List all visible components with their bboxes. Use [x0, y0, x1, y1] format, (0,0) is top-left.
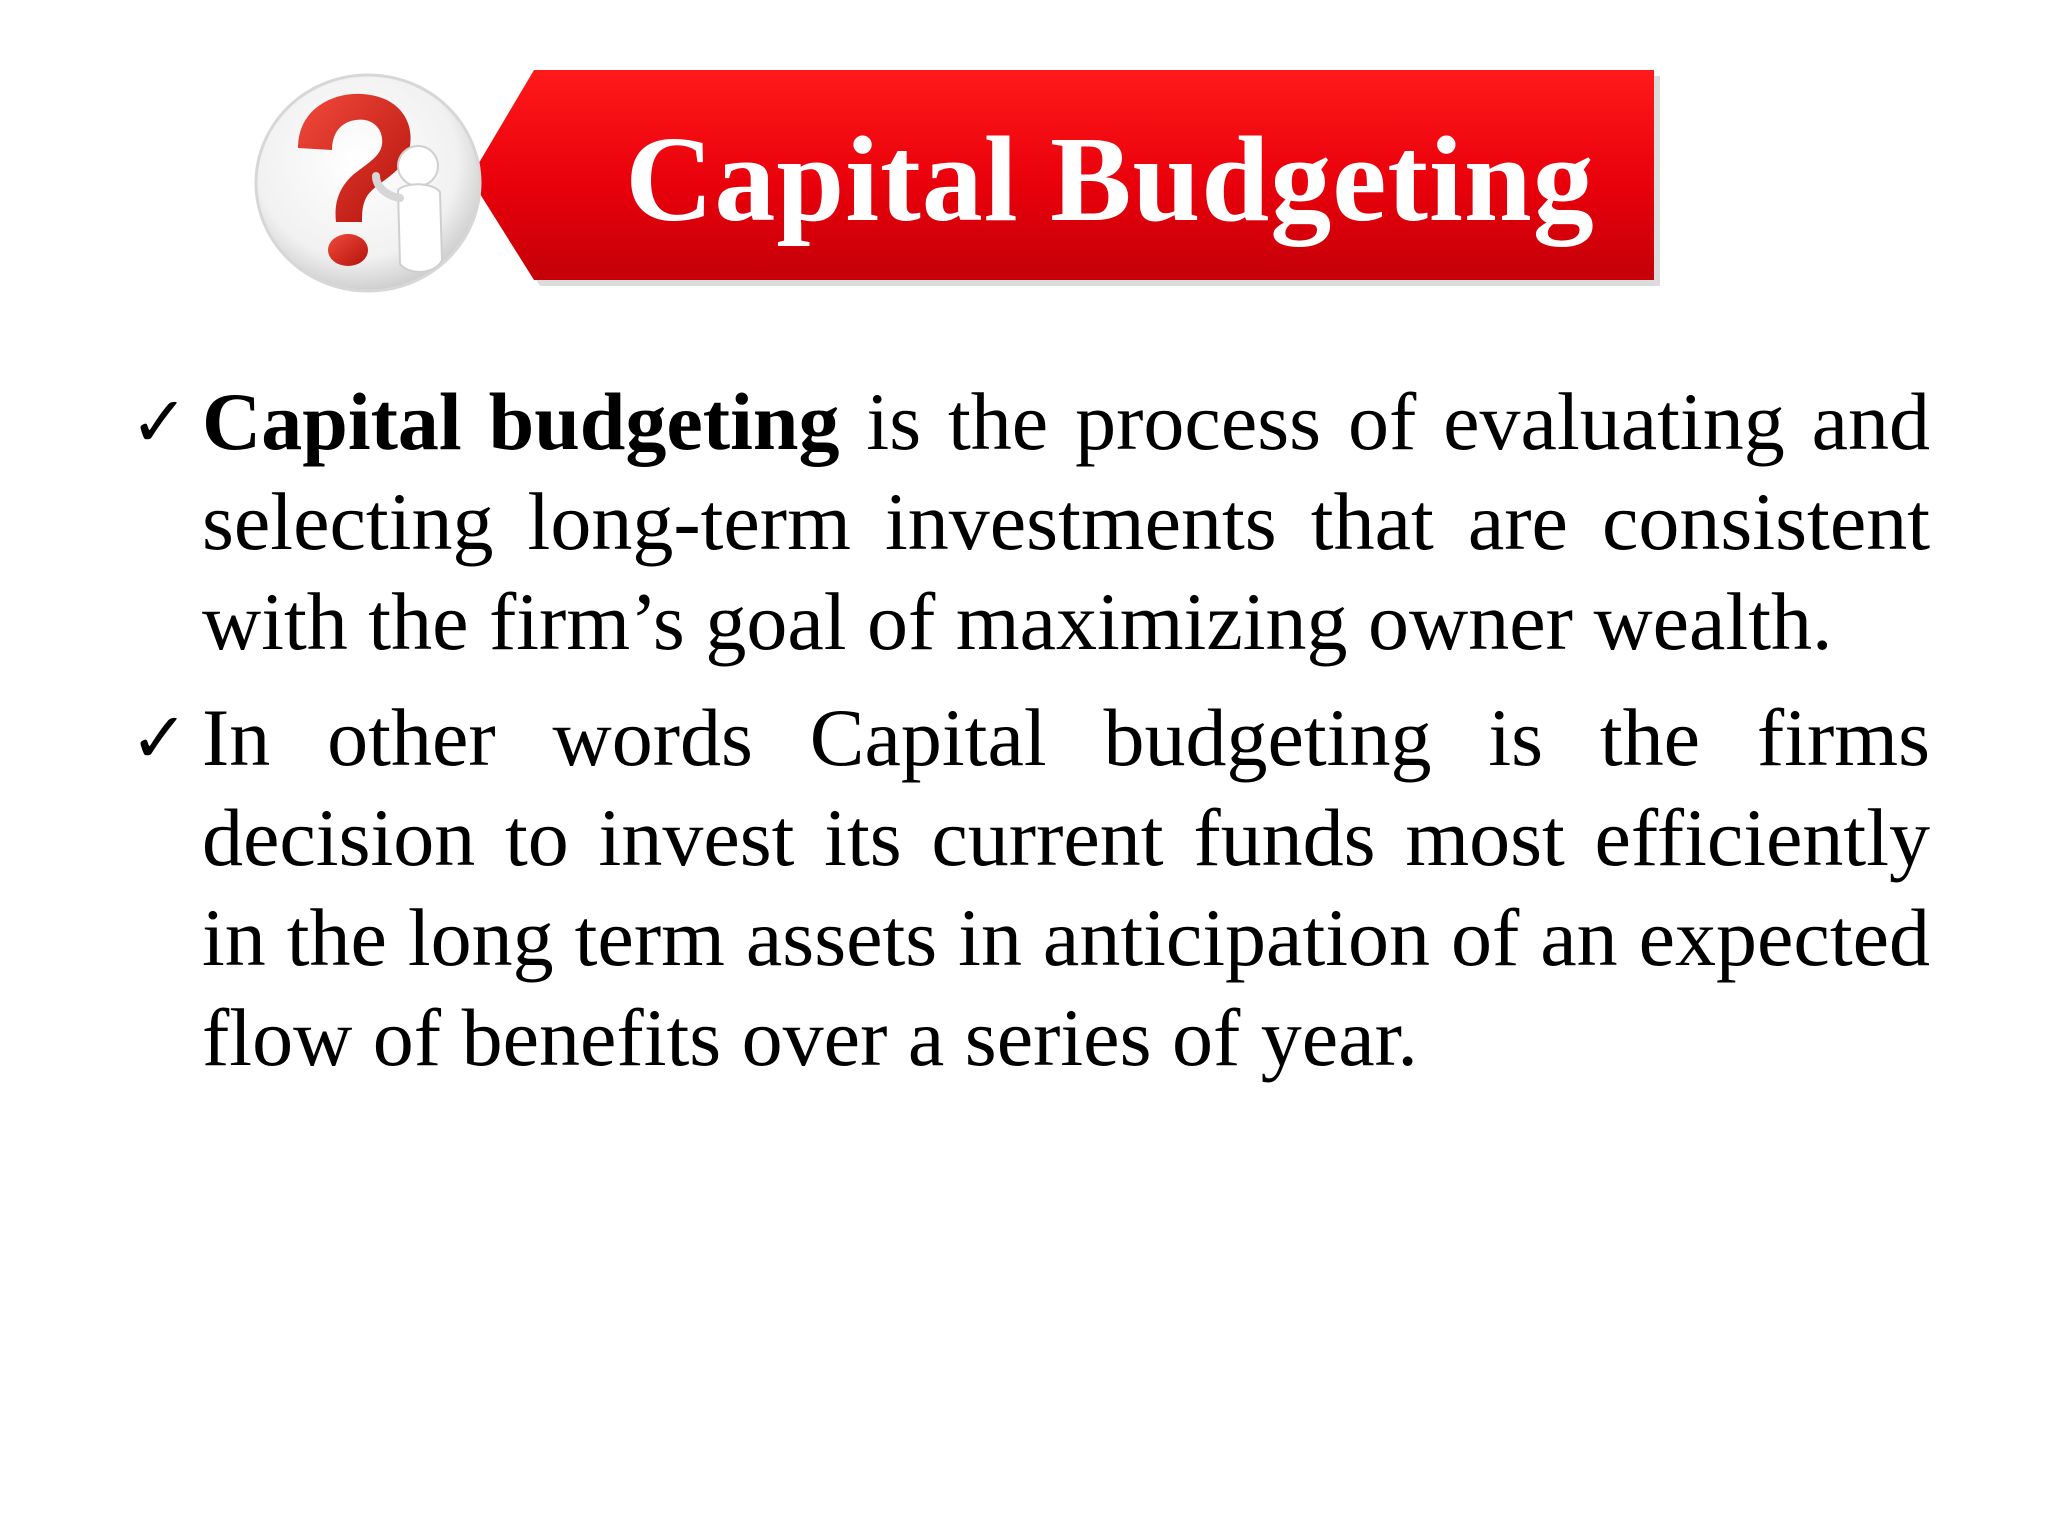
checkmark-icon: ✓: [130, 697, 189, 779]
checkmark-icon: ✓: [130, 381, 189, 463]
bullet-item-definition: [130, 372, 1930, 672]
bullet-item-other-words: [130, 688, 1930, 1088]
title-banner: [470, 68, 1666, 292]
question-mark-figure-icon: [250, 70, 486, 296]
bullet-text: is the process of evaluating and selecting long-term investments that are consistent with the firm’s goal of maximizing owner wealth.: [202, 376, 1930, 667]
slide-title: Capital Budgeting: [625, 112, 1595, 247]
bullet-list: [130, 372, 1930, 1104]
bullet-text: In other words Capital budgeting is the firms decision to invest its current funds most efficiently in the long term assets in anticipation of an expected flow of benefits over a series of year.: [202, 692, 1930, 1083]
bullet-term: Capital budgeting: [202, 376, 840, 467]
